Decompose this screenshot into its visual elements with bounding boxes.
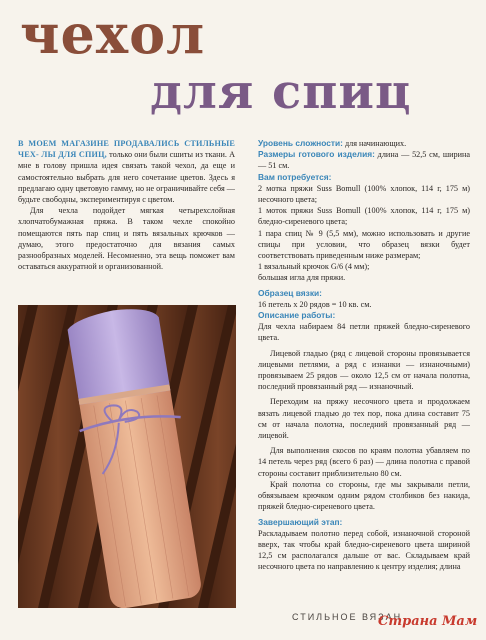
gauge-heading: Образец вязки: — [258, 287, 322, 298]
difficulty-line — [258, 138, 470, 149]
size-line — [258, 149, 470, 171]
gauge-value: 16 петель х 20 рядов = 10 кв. см. — [258, 299, 372, 309]
final-heading: Завершающий этап: — [258, 516, 343, 527]
title-line-2: для спиц — [150, 64, 412, 120]
intro-lead: В МОЕМ МАГАЗИНЕ ПРОДАВАЛИСЬ СТИЛЬНЫЕ ЧЕХ- ЛЫ ДЛЯ СПИЦ, — [18, 139, 235, 160]
work-step-5: Край полотна со стороны, где мы закрывали петли, обвязываем крючком одним рядом столбиков без накида, пряжей бледно-сиреневого цвета. — [258, 479, 470, 512]
material-4: 1 вязальный крючок G/6 (4 мм); — [258, 262, 370, 272]
work-step-4: Для выполнения скосов по краям полотна убавляем по 14 петель через ряд (всего 6 раз) — длина полотна с правой стороны составит приблизительно 80 см. — [258, 446, 470, 478]
instructions-column — [258, 138, 470, 573]
site-watermark: Страна Мам — [378, 614, 478, 629]
material-1: 2 мотка пряжи Suss Bomull (100% хлопок, 114 г, 175 м) несочного цвета; — [258, 183, 470, 205]
work-step-3: Переходим на пряжу несочного цвета и продолжаем вязать лицевой гладью до тех пор, пока длина составит 75 см от начала полотна, последний провязанный ряд — лицевой. — [258, 397, 470, 441]
difficulty-value: для начинающих. — [342, 139, 407, 148]
intro-paragraph-2: Для чехла подойдет мягкая четырехслойная хлопчатобумажная пряжа. В таком чехле спокойно помещаются пять пар спиц и пять вязальных крючков — думаю, этого предостаточно для вязания самых разнообразных моделей. Несомненно, эта вещь поможет вам оставаться аккуратной и организованной. — [18, 206, 235, 272]
work-step-2: Лицевой гладью (ряд с лицевой стороны провязывается лицевыми петлями, а ряд с изнанки — изнаночными) провязываем 25 рядов — около 12,5 см от начала полотна, последний провязанный ряд — изнаночный. — [258, 348, 470, 392]
final-step-1: Раскладываем полотно перед собой, изнаночной стороной вверх, так чтобы край бледно-сиреневого цвета шириной 12,5 см располагался дальше от вас. Складываем край несочного цвета по направлению к центру изделия; длина — [258, 528, 470, 572]
intro-paragraph-1 — [18, 138, 235, 205]
intro-text-1: только они были сшиты из ткани. А мне в голову пришла идея связать такой чехол, да еще и самостоятельно выбрать для него сочетание цветов. Здесь я предлагаю одну цветовую гамму, но не ограничивайте себя — будьте свободны, экспериментируя с цветом. — [18, 150, 235, 205]
knitted-case-image — [18, 305, 236, 608]
product-photo — [18, 305, 236, 608]
material-3: 1 пара спиц № 9 (5,5 мм), можно использовать и другие спицы при условии, что образец вязки будет соответствовать приведенным ниже размерам; — [258, 228, 470, 261]
materials-heading: Вам потребуется: — [258, 171, 332, 182]
size-label: Размеры готового изделия: — [258, 149, 375, 160]
work-step-1: Для чехла набираем 84 петли пряжей бледно-сиреневого цвета. — [258, 322, 470, 343]
size-value: длина — 52,5 см, ширина — 51 см. — [258, 150, 470, 171]
difficulty-label: Уровень сложности: — [258, 138, 343, 148]
material-2: 1 моток пряжи Suss Bomull (100% хлопок, 114 г, 175 м) бледно-сиреневого цвета; — [258, 206, 470, 227]
material-5: большая игла для пряжи. — [258, 273, 346, 283]
running-footer: СТИЛЬНОЕ ВЯЗАН — [292, 612, 403, 622]
title-line-1: чехол — [20, 2, 206, 66]
work-heading: Описание работы: — [258, 310, 336, 321]
intro-column — [18, 138, 235, 272]
